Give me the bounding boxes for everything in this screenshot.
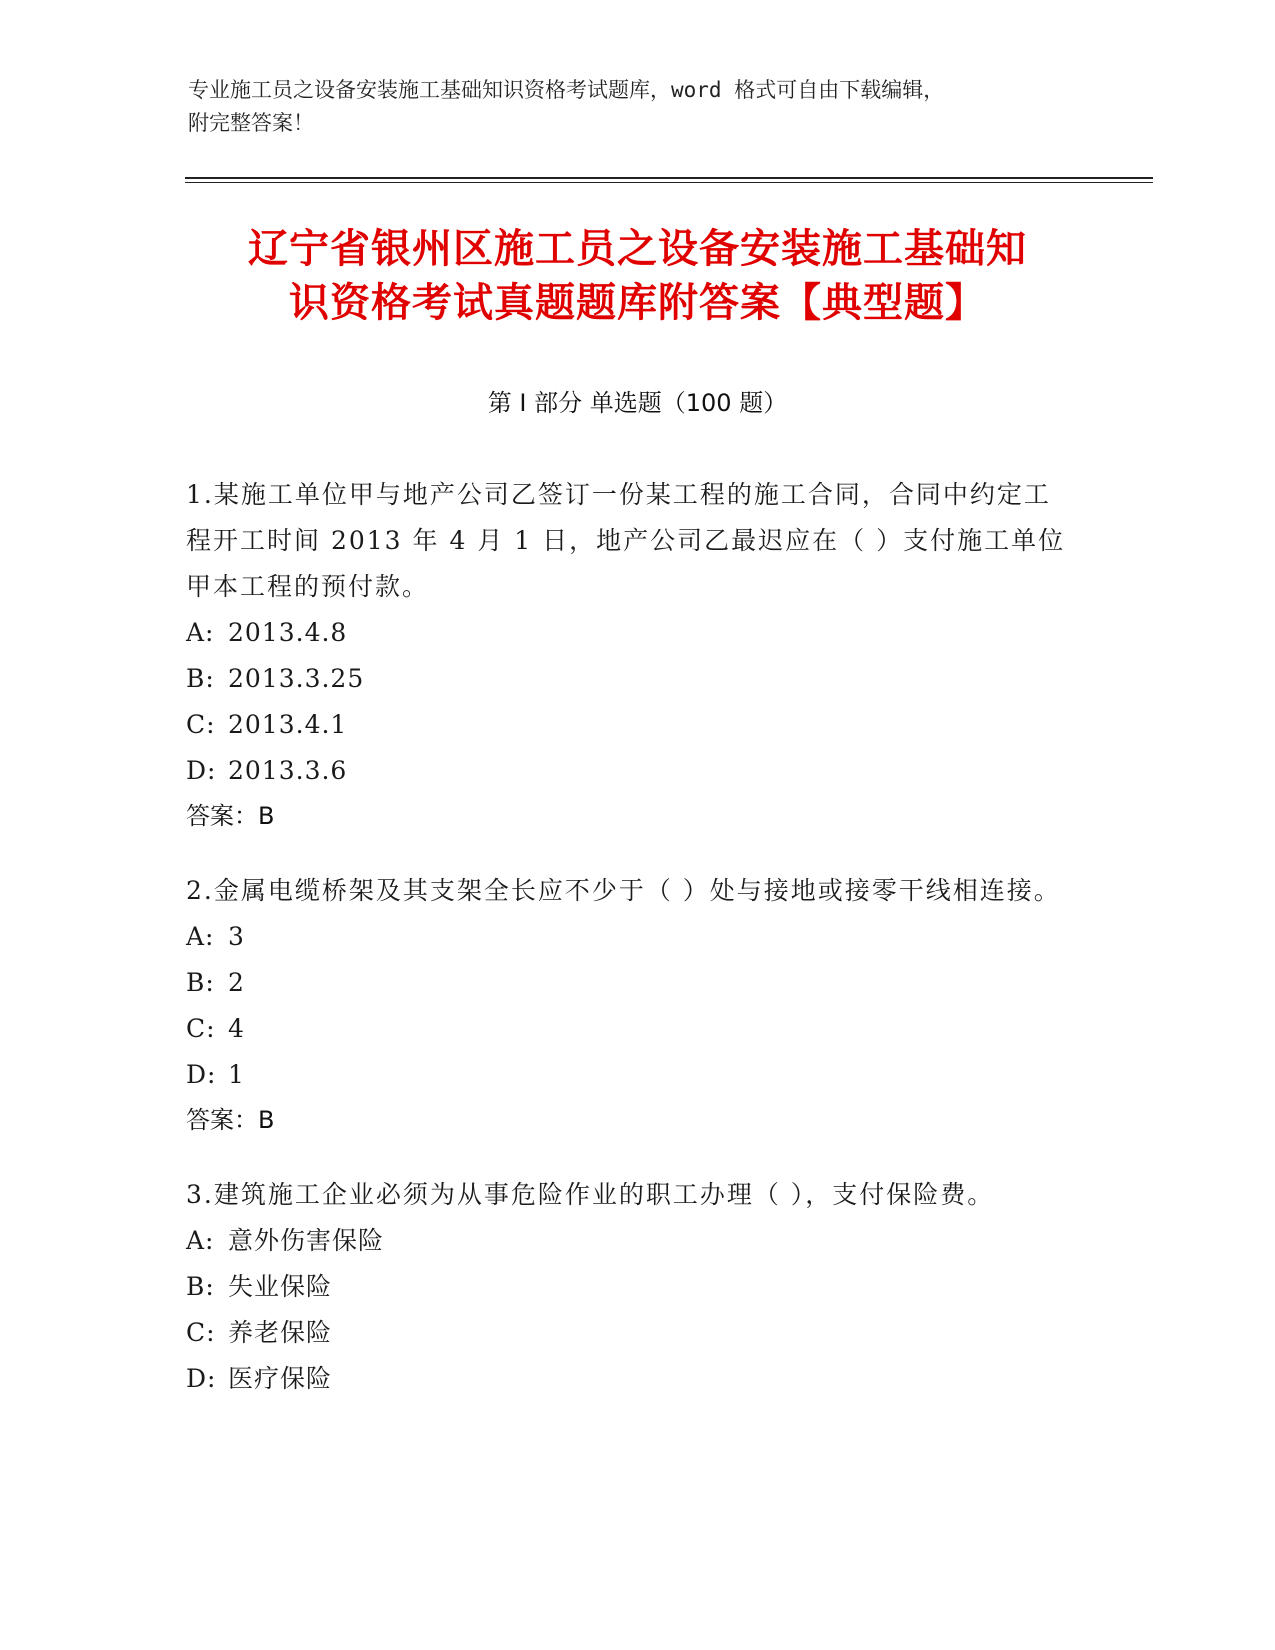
question-1: [186, 472, 1066, 838]
question-stem: 3.建筑施工企业必须为从事危险作业的职工办理（ ），支付保险费。: [186, 1180, 995, 1209]
option-key: C:: [186, 1014, 216, 1043]
option-text: 2013.3.25: [228, 664, 365, 693]
option-key: A:: [186, 922, 215, 951]
document-title-line2: 识资格考试真题题库附答案【典型题】: [289, 280, 986, 326]
option-a: [186, 610, 1066, 656]
header-divider-thick: [185, 177, 1153, 179]
option-key: A:: [186, 618, 215, 647]
option-key: B:: [186, 968, 215, 997]
question-stem: 1.某施工单位甲与地产公司乙签订一份某工程的施工合同，合同中约定工程开工时间 2013 年 4 月 1 日，地产公司乙最迟应在（ ）支付施工单位甲本工程的预付款。: [186, 480, 1066, 601]
document-title: [180, 222, 1095, 330]
section-title: 第 I 部分 单选题（100 题）: [487, 389, 788, 417]
option-b: [186, 656, 1066, 702]
option-key: B:: [186, 1272, 215, 1301]
option-text: 2013.4.8: [228, 618, 348, 647]
option-key: D:: [186, 1060, 217, 1089]
answer-label: 答案：B: [186, 1106, 275, 1134]
option-text: 3: [228, 922, 245, 951]
option-key: D:: [186, 1364, 217, 1393]
option-key: B:: [186, 664, 215, 693]
option-key: C:: [186, 710, 216, 739]
option-b: [186, 960, 1066, 1006]
answer-label: 答案：B: [186, 802, 275, 830]
option-c: [186, 1310, 1066, 1356]
question-list: [186, 472, 1066, 1432]
option-d: [186, 1356, 1066, 1402]
option-a: [186, 914, 1066, 960]
question-3: [186, 1172, 1066, 1402]
option-key: C:: [186, 1318, 216, 1347]
option-b: [186, 1264, 1066, 1310]
option-text: 4: [228, 1014, 245, 1043]
option-text: 2: [228, 968, 245, 997]
header-divider-thin: [185, 182, 1153, 183]
option-c: [186, 1006, 1066, 1052]
option-c: [186, 702, 1066, 748]
question-2: [186, 868, 1066, 1142]
header-note-line2: 附完整答案！: [188, 111, 314, 135]
option-text: 医疗保险: [228, 1364, 333, 1393]
document-title-line1: 辽宁省银州区施工员之设备安装施工基础知: [248, 226, 1027, 272]
option-text: 失业保险: [228, 1272, 333, 1301]
option-text: 2013.3.6: [228, 756, 348, 785]
option-text: 1: [228, 1060, 245, 1089]
option-text: 2013.4.1: [228, 710, 348, 739]
option-a: [186, 1218, 1066, 1264]
option-text: 养老保险: [228, 1318, 333, 1347]
option-key: A:: [186, 1226, 215, 1255]
option-d: [186, 748, 1066, 794]
header-note-line1: 专业施工员之设备安装施工基础知识资格考试题库，word 格式可自由下载编辑，: [188, 78, 945, 102]
option-text: 意外伤害保险: [228, 1226, 385, 1255]
question-stem: 2.金属电缆桥架及其支架全长应不少于（ ）处与接地或接零干线相连接。: [186, 876, 1061, 905]
header-note: [188, 74, 1068, 140]
option-key: D:: [186, 756, 217, 785]
option-d: [186, 1052, 1066, 1098]
